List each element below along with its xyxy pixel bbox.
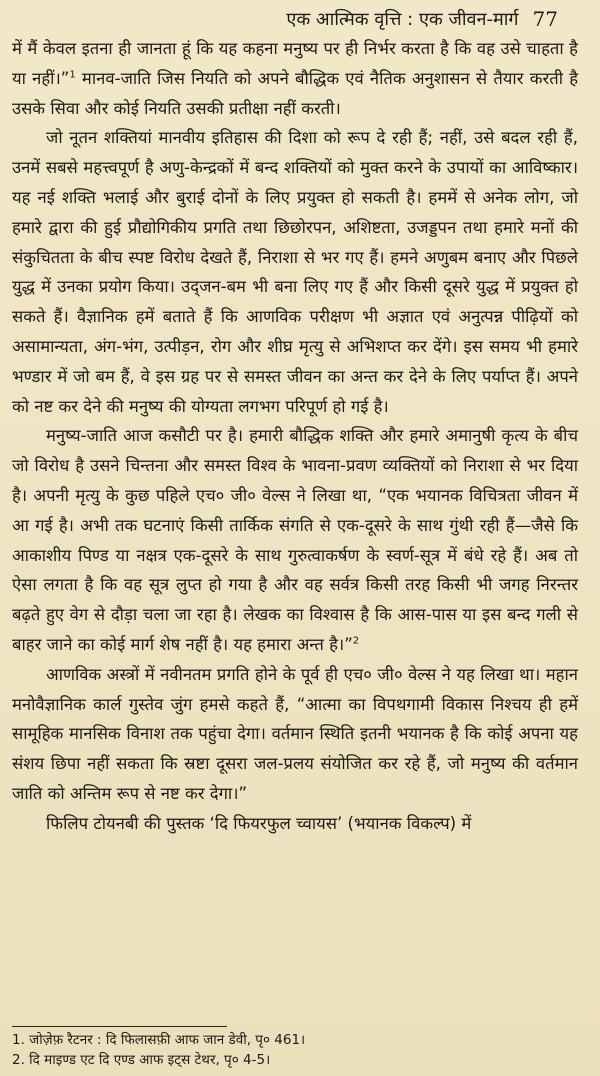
running-title: एक आत्मिक वृत्ति : एक जीवन-मार्ग [286,9,519,30]
footnote-ref-1: 1 [69,69,76,81]
paragraph-atomic-forces: जो नूतन शक्तियां मानवीय इतिहास की दिशा को रूप दे रही हैं; नहीं, उसे बदल रही हैं, उनमें सबसे महत्त्वपूर्ण है अणु-केन्द्रकों में बन्द शक्तियों को मुक्त करने के उपायों का आविष्कार। यह नई शक्ति भलाई और बुराई दोनों के लिए प्रयुक्त हो सकती है। हममें से अनेक लोग, जो हमारे द्वारा की हुई प्रौद्योगिकीय प्रगति तथा छिछोरपन, अशिष्टता, उजड्डपन तथा हमारे मनों की संकुचितता के बीच स्पष्ट विरोध देखते हैं, निराशा से भर गए हैं। हमने अणुबम बनाए और पिछले युद्ध में उनका प्रयोग किया। उद्‌जन-बम भी बना लिए गए हैं और किसी दूसरे युद्ध में प्रयुक्त हो सकते हैं। वैज्ञानिक हमें बताते हैं कि आणविक परीक्षण भी अज्ञात एवं अनुत्पन्न पीढ़ियों को असामान्यता, अंग-भंग, उत्पीड़न, रोग और शीघ्र मृत्यु से अभिशप्त कर देंगे। इस समय भी हमारे भण्डार में जो बम हैं, वे इस ग्रह पर से समस्त जीवन का अन्त कर देने के लिए पर्याप्त हैं। अपने को नष्ट कर देने की मनुष्य की योग्यता लगभग परिपूर्ण हो गई है। [12,128,578,416]
footnotes [12,1030,578,1070]
running-header [120,6,558,32]
footnote-divider [12,1026,227,1027]
footnote-ref-2: 2 [352,635,360,647]
page-number: 77 [532,7,558,31]
paragraph-mankind-on-trial: मनुष्य-जाति आज कसौटी पर है। हमारी बौद्धिक शक्ति और हमारे अमानुषी कृत्य के बीच जो विरोध है उसने चिन्तना और समस्त विश्व के भावना-प्रवण व्यक्तियों को निराशा से भर दिया है। अपनी मृत्यु के कुछ पहिले एच० जी० वेल्स ने लिखा था, “एक भयानक विचित्रता जीवन में आ गई है। अभी तक घटनाएं किसी तार्किक संगति से एक-दूसरे के साथ गुंथी रही हैं—जैसे कि आकाशीय पिण्ड या नक्षत्र एक-दूसरे के साथ गुरुत्वाकर्षण के स्वर्ण-सूत्र में बंधे रहे हैं। अब तो ऐसा लगता है कि वह सूत्र लुप्त हो गया है और वह सर्वत्र किसी तरह किसी भी जगह निरन्तर बढ़ते हुए वेग से दौड़ा चला जा रहा है। लेखक का विश्वास है कि आस-पास या इस बन्द गली से बाहर जाने का कोई मार्ग शेष नहीं है। यह हमारा अन्त है।”$^2$ [12,426,578,654]
footnote-2: 2. दि माइण्ड एट दि एण्ड आफ इट्स टेथर, पृ० 4-5। [12,1052,271,1068]
body-text [12,34,578,839]
paragraph-continuation: में मैं केवल इतना ही जानता हूं कि यह कहना मनुष्य पर ही निर्भर करता है कि वह उसे चाहता है या नहीं।”$^1$ मानव-जाति जिस नियति को अपने बौद्धिक एवं नैतिक अनुशासन से तैयार करती है उसके सिवा और कोई नियति उसकी प्रतीक्षा नहीं करती। [12,39,579,118]
footnote-1: 1. जोज़ेफ़ रैटनर : दि फिलासफ़ी आफ जान डेवी, पृ० 461। [12,1032,306,1048]
paragraph-toynbee: फिलिप टोयनबी की पुस्तक ‘दि फियरफुल च्वायस’ (भयानक विकल्प) में [46,813,472,833]
paragraph-jung-quote: आणविक अस्त्रों में नवीनतम प्रगति होने के पूर्व ही एच० जी० वेल्स ने यह लिखा था। महान मनोवैज्ञानिक कार्ल गुस्तेव जुंग हमसे कहते हैं, “आत्मा का विपथगामी विकास निश्चय ही हमें सामूहिक मानसिक विनाश तक पहुंचा देगा। वर्तमान स्थिति इतनी भयानक है कि कोई अपना यह संशय छिपा नहीं सकता कि स्रष्टा दूसरा जल-प्रलय संयोजित कर रहे हैं, जो मनुष्य की वर्तमान जाति को अन्तिम रूप से नष्ट कर देगा।” [12,664,578,803]
